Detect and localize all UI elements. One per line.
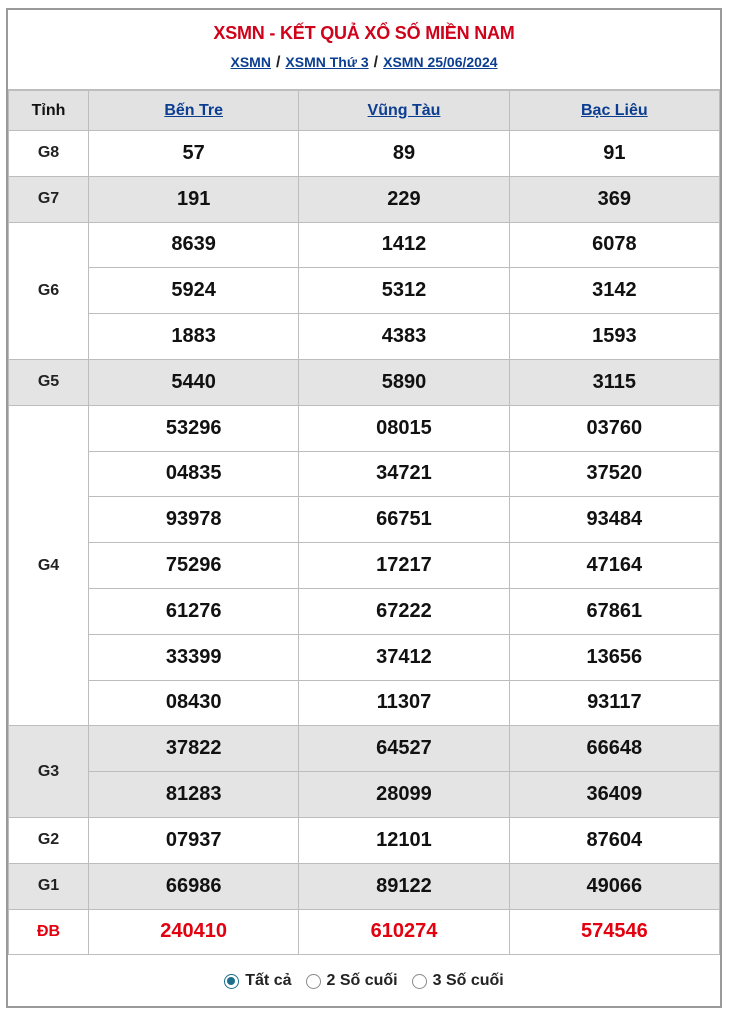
- table-row: [9, 634, 720, 680]
- result-number: 53296: [89, 405, 299, 451]
- province-link-vung-tau[interactable]: Vũng Tàu: [367, 101, 441, 119]
- filter-option-last-3[interactable]: [412, 972, 504, 990]
- result-number: 37412: [299, 634, 509, 680]
- breadcrumb-separator: /: [373, 54, 379, 71]
- result-number: 33399: [89, 634, 299, 680]
- table-row: [9, 588, 720, 634]
- result-number: 81283: [89, 772, 299, 818]
- result-number: 4383: [299, 314, 509, 360]
- table-row: [9, 359, 720, 405]
- table-row: [9, 268, 720, 314]
- column-header-vung-tau: [299, 91, 509, 131]
- breadcrumb: [8, 54, 720, 72]
- breadcrumb-link-xsmn-date[interactable]: XSMN 25/06/2024: [383, 54, 498, 70]
- filter-option-all[interactable]: [224, 972, 291, 990]
- table-row: [9, 772, 720, 818]
- result-number: 5440: [89, 359, 299, 405]
- prize-label: G2: [9, 817, 89, 863]
- column-header-bac-lieu: [509, 91, 719, 131]
- result-number: 08430: [89, 680, 299, 726]
- result-number: 191: [89, 176, 299, 222]
- table-row: [9, 451, 720, 497]
- result-number: 1883: [89, 314, 299, 360]
- prize-label: G6: [9, 222, 89, 359]
- table-row: [9, 405, 720, 451]
- prize-label: G7: [9, 176, 89, 222]
- table-row: [9, 680, 720, 726]
- prize-label: G1: [9, 863, 89, 909]
- result-number: 91: [509, 131, 719, 177]
- result-number: 3142: [509, 268, 719, 314]
- radio-selected-icon[interactable]: [224, 974, 239, 989]
- breadcrumb-link-xsmn[interactable]: XSMN: [230, 54, 271, 70]
- table-row: [9, 176, 720, 222]
- result-number: 229: [299, 176, 509, 222]
- result-number: 66751: [299, 497, 509, 543]
- result-number: 87604: [509, 817, 719, 863]
- province-link-ben-tre[interactable]: Bến Tre: [164, 101, 223, 119]
- result-number: 89: [299, 131, 509, 177]
- result-number: 75296: [89, 543, 299, 589]
- result-number: 13656: [509, 634, 719, 680]
- table-row: [9, 817, 720, 863]
- result-number: 64527: [299, 726, 509, 772]
- table-row: [9, 726, 720, 772]
- result-number: 5890: [299, 359, 509, 405]
- result-number: 28099: [299, 772, 509, 818]
- result-number: 04835: [89, 451, 299, 497]
- table-row: [9, 909, 720, 955]
- radio-icon[interactable]: [306, 974, 321, 989]
- prize-label: ĐB: [9, 909, 89, 955]
- result-number: 08015: [299, 405, 509, 451]
- result-number: 93117: [509, 680, 719, 726]
- page-title: XSMN - KẾT QUẢ XỔ SỐ MIỀN NAM: [213, 23, 515, 43]
- table-row: [9, 314, 720, 360]
- result-number: 37822: [89, 726, 299, 772]
- results-table: [8, 90, 720, 955]
- result-number: 8639: [89, 222, 299, 268]
- result-number: 11307: [299, 680, 509, 726]
- results-header: [8, 10, 720, 90]
- result-number: 36409: [509, 772, 719, 818]
- result-number: 89122: [299, 863, 509, 909]
- result-number: 574546: [509, 909, 719, 955]
- result-number: 07937: [89, 817, 299, 863]
- prize-label: G3: [9, 726, 89, 818]
- result-number: 610274: [299, 909, 509, 955]
- result-number: 369: [509, 176, 719, 222]
- result-number: 49066: [509, 863, 719, 909]
- prize-label: G8: [9, 131, 89, 177]
- result-number: 67861: [509, 588, 719, 634]
- result-number: 03760: [509, 405, 719, 451]
- table-row: [9, 497, 720, 543]
- table-row: [9, 543, 720, 589]
- table-row: [9, 863, 720, 909]
- result-number: 34721: [299, 451, 509, 497]
- column-header-ben-tre: [89, 91, 299, 131]
- breadcrumb-separator: /: [275, 54, 281, 71]
- province-link-bac-lieu[interactable]: Bạc Liêu: [580, 101, 648, 119]
- result-number: 93484: [509, 497, 719, 543]
- result-number: 6078: [509, 222, 719, 268]
- result-number: 12101: [299, 817, 509, 863]
- result-number: 240410: [89, 909, 299, 955]
- table-header-row: [9, 91, 720, 131]
- result-number: 1593: [509, 314, 719, 360]
- filter-option-label: 2 Số cuối: [326, 972, 398, 990]
- result-number: 17217: [299, 543, 509, 589]
- result-number: 66648: [509, 726, 719, 772]
- table-row: [9, 222, 720, 268]
- prize-label: G5: [9, 359, 89, 405]
- result-number: 93978: [89, 497, 299, 543]
- result-number: 5312: [299, 268, 509, 314]
- results-panel: [6, 8, 722, 1008]
- prize-label: G4: [9, 405, 89, 726]
- result-number: 5924: [89, 268, 299, 314]
- column-header-province: Tỉnh: [9, 91, 89, 131]
- radio-icon[interactable]: [412, 974, 427, 989]
- result-number: 3115: [509, 359, 719, 405]
- result-number: 61276: [89, 588, 299, 634]
- filter-option-label: Tất cả: [245, 972, 292, 990]
- filter-option-last-2[interactable]: [306, 972, 398, 990]
- result-number: 1412: [299, 222, 509, 268]
- table-row: [9, 131, 720, 177]
- digit-filter: [8, 955, 720, 1007]
- filter-option-label: 3 Số cuối: [432, 972, 504, 990]
- result-number: 66986: [89, 863, 299, 909]
- result-number: 37520: [509, 451, 719, 497]
- result-number: 57: [89, 131, 299, 177]
- breadcrumb-link-xsmn-thu-3[interactable]: XSMN Thứ 3: [285, 54, 369, 70]
- result-number: 67222: [299, 588, 509, 634]
- result-number: 47164: [509, 543, 719, 589]
